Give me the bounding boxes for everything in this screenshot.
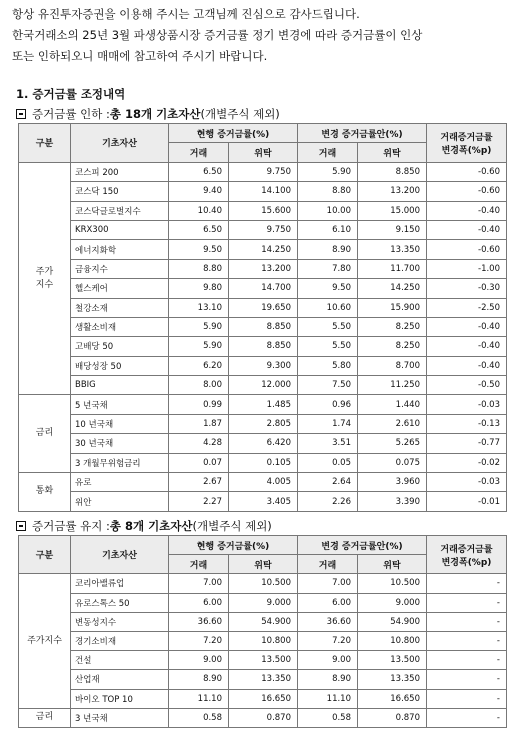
table-row <box>19 356 507 375</box>
change-value: -0.30 <box>427 279 507 298</box>
header-current-rate: 현행 증거금률(%) <box>169 536 298 555</box>
current-trade: 2.67 <box>169 473 229 492</box>
proposed-trade: 5.80 <box>298 356 358 375</box>
proposed-consign: 2.610 <box>358 414 427 433</box>
asset-name: 유로스톡스 50 <box>71 593 169 612</box>
current-trade: 9.40 <box>169 182 229 201</box>
proposed-trade: 7.80 <box>298 259 358 278</box>
proposed-trade: 3.51 <box>298 434 358 453</box>
current-consign: 14.100 <box>229 182 298 201</box>
current-trade: 4.28 <box>169 434 229 453</box>
current-trade: 36.60 <box>169 612 229 631</box>
table-row <box>19 337 507 356</box>
proposed-consign: 13.350 <box>358 670 427 689</box>
table-row <box>19 220 507 239</box>
change-value: -0.40 <box>427 356 507 375</box>
current-trade: 7.00 <box>169 574 229 593</box>
header-row <box>19 124 507 143</box>
table-row <box>19 201 507 220</box>
proposed-consign: 0.075 <box>358 453 427 472</box>
table-row <box>19 492 507 511</box>
proposed-consign: 11.250 <box>358 376 427 395</box>
header-asset: 기초자산 <box>71 124 169 163</box>
current-trade: 13.10 <box>169 298 229 317</box>
proposed-trade: 11.10 <box>298 689 358 708</box>
current-consign: 13.500 <box>229 651 298 670</box>
proposed-consign: 8.700 <box>358 356 427 375</box>
table1-caption-prefix: 증거금률 인하 : <box>32 107 110 121</box>
table-row <box>19 453 507 472</box>
section-title: 1. 증거금률 조정내역 <box>16 87 126 101</box>
change-value: - <box>427 689 507 708</box>
table-row <box>19 651 507 670</box>
current-consign: 19.650 <box>229 298 298 317</box>
header-proposed-consign: 위탁 <box>358 555 427 574</box>
current-trade: 8.00 <box>169 376 229 395</box>
table-row <box>19 434 507 453</box>
asset-name: 코스닥 150 <box>71 182 169 201</box>
proposed-consign: 3.390 <box>358 492 427 511</box>
asset-name: 철강소재 <box>71 298 169 317</box>
current-trade: 6.20 <box>169 356 229 375</box>
current-trade: 6.50 <box>169 162 229 181</box>
asset-name: 경기소비재 <box>71 631 169 650</box>
change-value: -0.40 <box>427 220 507 239</box>
proposed-consign: 9.150 <box>358 220 427 239</box>
asset-name: 변동성지수 <box>71 612 169 631</box>
header-proposed-consign: 위탁 <box>358 143 427 162</box>
asset-name: 코리아밸류업 <box>71 574 169 593</box>
square-bullet-icon <box>16 109 26 119</box>
change-value: - <box>427 612 507 631</box>
current-consign: 10.800 <box>229 631 298 650</box>
asset-name: 바이오 TOP 10 <box>71 689 169 708</box>
group-label: 주가 지수 <box>19 162 71 395</box>
table-row <box>19 708 507 727</box>
table-row <box>19 395 507 414</box>
header-current-consign: 위탁 <box>229 555 298 574</box>
proposed-trade: 8.90 <box>298 240 358 259</box>
asset-name: 배당성장 50 <box>71 356 169 375</box>
proposed-consign: 15.000 <box>358 201 427 220</box>
asset-name: 건설 <box>71 651 169 670</box>
current-consign: 16.650 <box>229 689 298 708</box>
current-trade: 10.40 <box>169 201 229 220</box>
current-consign: 10.500 <box>229 574 298 593</box>
table1-caption <box>16 106 280 122</box>
change-value: -0.60 <box>427 240 507 259</box>
group-label: 주가지수 <box>19 574 71 708</box>
table2-caption-suffix: (개별주식 제외) <box>192 519 272 533</box>
margin-decrease-table <box>18 123 507 512</box>
table2-caption <box>16 518 272 534</box>
header-asset: 기초자산 <box>71 536 169 574</box>
current-consign: 9.750 <box>229 220 298 239</box>
proposed-trade: 2.64 <box>298 473 358 492</box>
current-consign: 13.350 <box>229 670 298 689</box>
proposed-trade: 8.90 <box>298 670 358 689</box>
proposed-trade: 5.50 <box>298 317 358 336</box>
asset-name: 에너지화학 <box>71 240 169 259</box>
proposed-consign: 13.350 <box>358 240 427 259</box>
header-change-line2: 변경폭(%p) <box>441 557 492 568</box>
table-row <box>19 473 507 492</box>
change-value: -0.01 <box>427 492 507 511</box>
proposed-trade: 36.60 <box>298 612 358 631</box>
proposed-consign: 3.960 <box>358 473 427 492</box>
header-row <box>19 536 507 555</box>
asset-name: BBIG <box>71 376 169 395</box>
proposed-consign: 10.500 <box>358 574 427 593</box>
proposed-trade: 7.00 <box>298 574 358 593</box>
table-row <box>19 612 507 631</box>
proposed-trade: 6.10 <box>298 220 358 239</box>
change-value: - <box>427 670 507 689</box>
header-current-trade: 거래 <box>169 555 229 574</box>
proposed-consign: 13.500 <box>358 651 427 670</box>
change-value: -0.13 <box>427 414 507 433</box>
change-value: - <box>427 631 507 650</box>
current-consign: 2.805 <box>229 414 298 433</box>
change-value: -0.77 <box>427 434 507 453</box>
current-consign: 3.405 <box>229 492 298 511</box>
current-consign: 8.850 <box>229 337 298 356</box>
header-current-trade: 거래 <box>169 143 229 162</box>
proposed-trade: 9.00 <box>298 651 358 670</box>
asset-name: 3 년국채 <box>71 708 169 727</box>
group-label: 금리 <box>19 395 71 473</box>
proposed-consign: 8.250 <box>358 317 427 336</box>
table1-caption-suffix: (개별주식 제외) <box>200 107 280 121</box>
asset-name: 고배당 50 <box>71 337 169 356</box>
current-consign: 4.005 <box>229 473 298 492</box>
current-trade: 5.90 <box>169 337 229 356</box>
asset-name: 코스닥글로벌지수 <box>71 201 169 220</box>
proposed-trade: 7.20 <box>298 631 358 650</box>
proposed-consign: 5.265 <box>358 434 427 453</box>
current-trade: 6.00 <box>169 593 229 612</box>
change-value: -0.03 <box>427 395 507 414</box>
change-value: -1.00 <box>427 259 507 278</box>
margin-maintain-table <box>18 535 507 728</box>
header-group: 구분 <box>19 124 71 163</box>
change-value: -0.40 <box>427 317 507 336</box>
change-value: -0.40 <box>427 201 507 220</box>
asset-name: 10 년국채 <box>71 414 169 433</box>
current-consign: 14.700 <box>229 279 298 298</box>
intro-line-2: 한국거래소의 25년 3월 파생상품시장 증거금률 정기 변경에 따라 증거금률이 인상 <box>12 28 423 42</box>
group-label: 통화 <box>19 473 71 512</box>
current-consign: 54.900 <box>229 612 298 631</box>
table-row <box>19 298 507 317</box>
proposed-trade: 5.50 <box>298 337 358 356</box>
asset-name: 금융지수 <box>71 259 169 278</box>
current-consign: 14.250 <box>229 240 298 259</box>
proposed-consign: 13.200 <box>358 182 427 201</box>
current-trade: 5.90 <box>169 317 229 336</box>
table-row <box>19 631 507 650</box>
current-consign: 9.000 <box>229 593 298 612</box>
proposed-trade: 0.05 <box>298 453 358 472</box>
current-consign: 15.600 <box>229 201 298 220</box>
current-trade: 6.50 <box>169 220 229 239</box>
header-current-rate: 현행 증거금률(%) <box>169 124 298 143</box>
header-change-line1: 거래증거금률 <box>440 132 493 143</box>
current-consign: 12.000 <box>229 376 298 395</box>
table-row <box>19 414 507 433</box>
current-trade: 0.07 <box>169 453 229 472</box>
table-row <box>19 259 507 278</box>
square-bullet-icon <box>16 521 26 531</box>
proposed-trade: 0.58 <box>298 708 358 727</box>
current-trade: 8.90 <box>169 670 229 689</box>
header-change <box>427 536 507 574</box>
header-proposed-trade: 거래 <box>298 555 358 574</box>
proposed-consign: 1.440 <box>358 395 427 414</box>
header-change-line2: 변경폭(%p) <box>441 145 492 156</box>
change-value: -2.50 <box>427 298 507 317</box>
table2-caption-prefix: 증거금률 유지 : <box>32 519 110 533</box>
asset-name: 헬스케어 <box>71 279 169 298</box>
current-consign: 9.300 <box>229 356 298 375</box>
proposed-trade: 8.80 <box>298 182 358 201</box>
current-trade: 1.87 <box>169 414 229 433</box>
table-row <box>19 593 507 612</box>
table-row <box>19 689 507 708</box>
asset-name: 산업재 <box>71 670 169 689</box>
change-value: -0.03 <box>427 473 507 492</box>
current-trade: 2.27 <box>169 492 229 511</box>
change-value: -0.50 <box>427 376 507 395</box>
proposed-consign: 15.900 <box>358 298 427 317</box>
proposed-trade: 10.60 <box>298 298 358 317</box>
change-value: - <box>427 708 507 727</box>
current-trade: 9.80 <box>169 279 229 298</box>
table-row <box>19 670 507 689</box>
current-consign: 13.200 <box>229 259 298 278</box>
current-consign: 1.485 <box>229 395 298 414</box>
table-row <box>19 376 507 395</box>
change-value: - <box>427 593 507 612</box>
proposed-trade: 9.50 <box>298 279 358 298</box>
intro-text <box>12 4 517 67</box>
group-label: 금리 <box>19 708 71 727</box>
change-value: -0.60 <box>427 182 507 201</box>
proposed-trade: 1.74 <box>298 414 358 433</box>
asset-name: 5 년국채 <box>71 395 169 414</box>
change-value: -0.02 <box>427 453 507 472</box>
change-value: -0.60 <box>427 162 507 181</box>
current-consign: 0.870 <box>229 708 298 727</box>
proposed-trade: 7.50 <box>298 376 358 395</box>
current-trade: 9.50 <box>169 240 229 259</box>
proposed-consign: 0.870 <box>358 708 427 727</box>
change-value: - <box>427 651 507 670</box>
proposed-consign: 8.250 <box>358 337 427 356</box>
intro-line-3: 또는 인하되오니 매매에 참고하여 주시기 바랍니다. <box>12 49 268 63</box>
header-proposed-rate: 변경 증거금률안(%) <box>298 536 427 555</box>
asset-name: 코스피 200 <box>71 162 169 181</box>
header-change-line1: 거래증거금률 <box>440 544 493 555</box>
table-row <box>19 317 507 336</box>
current-consign: 8.850 <box>229 317 298 336</box>
current-trade: 9.00 <box>169 651 229 670</box>
asset-name: 3 개월무위험금리 <box>71 453 169 472</box>
table-row <box>19 279 507 298</box>
proposed-consign: 14.250 <box>358 279 427 298</box>
current-trade: 0.58 <box>169 708 229 727</box>
current-trade: 8.80 <box>169 259 229 278</box>
header-proposed-trade: 거래 <box>298 143 358 162</box>
proposed-consign: 11.700 <box>358 259 427 278</box>
asset-name: 위안 <box>71 492 169 511</box>
current-trade: 7.20 <box>169 631 229 650</box>
proposed-consign: 54.900 <box>358 612 427 631</box>
header-proposed-rate: 변경 증거금률안(%) <box>298 124 427 143</box>
proposed-consign: 16.650 <box>358 689 427 708</box>
current-consign: 9.750 <box>229 162 298 181</box>
proposed-trade: 10.00 <box>298 201 358 220</box>
proposed-trade: 2.26 <box>298 492 358 511</box>
current-trade: 0.99 <box>169 395 229 414</box>
header-current-consign: 위탁 <box>229 143 298 162</box>
table-row <box>19 574 507 593</box>
proposed-trade: 5.90 <box>298 162 358 181</box>
change-value: - <box>427 574 507 593</box>
header-change <box>427 124 507 163</box>
asset-name: 생활소비재 <box>71 317 169 336</box>
proposed-consign: 10.800 <box>358 631 427 650</box>
current-consign: 0.105 <box>229 453 298 472</box>
current-consign: 6.420 <box>229 434 298 453</box>
table1-caption-bold: 총 18개 기초자산 <box>109 107 201 121</box>
proposed-consign: 8.850 <box>358 162 427 181</box>
table-row <box>19 162 507 181</box>
header-group: 구분 <box>19 536 71 574</box>
table-row <box>19 182 507 201</box>
proposed-trade: 0.96 <box>298 395 358 414</box>
asset-name: KRX300 <box>71 220 169 239</box>
intro-line-1: 항상 유진투자증권을 이용해 주시는 고객님께 진심으로 감사드립니다. <box>12 7 360 21</box>
asset-name: 유로 <box>71 473 169 492</box>
current-trade: 11.10 <box>169 689 229 708</box>
proposed-consign: 9.000 <box>358 593 427 612</box>
table2-caption-bold: 총 8개 기초자산 <box>109 519 193 533</box>
table-row <box>19 240 507 259</box>
change-value: -0.40 <box>427 337 507 356</box>
asset-name: 30 년국채 <box>71 434 169 453</box>
proposed-trade: 6.00 <box>298 593 358 612</box>
